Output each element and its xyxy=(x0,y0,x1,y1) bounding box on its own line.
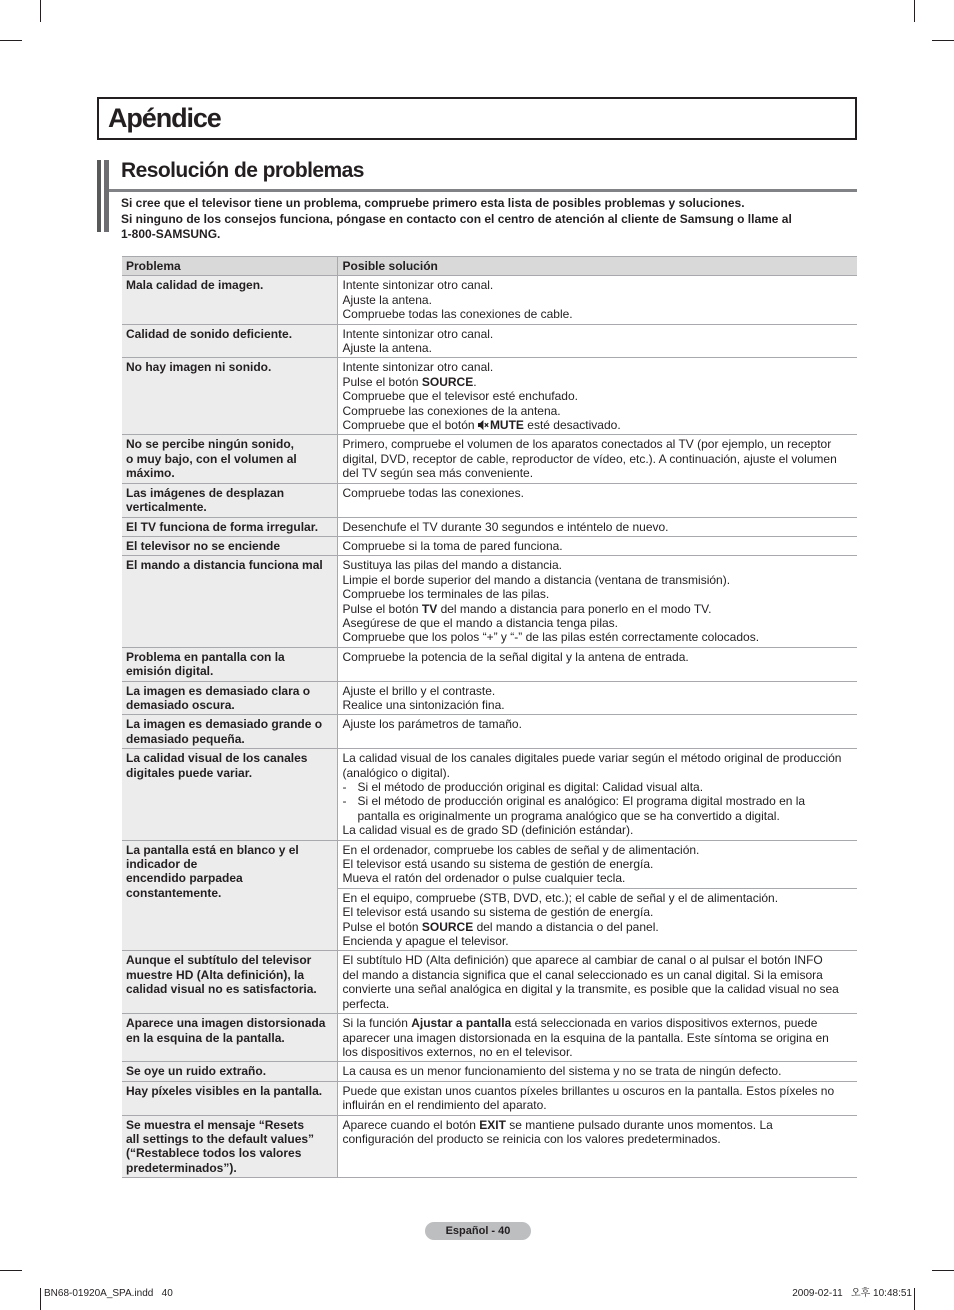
slug-timestamp: 2009-02-11 오후 10:48:51 xyxy=(792,1288,912,1299)
problem-line: La imagen es demasiado clara o xyxy=(126,683,311,698)
solution-line: Sustituya las pilas del mando a distancia. xyxy=(342,558,562,573)
solution-line: En el ordenador, compruebe los cables de señal y de alimentación. xyxy=(342,842,700,857)
solution-line: del TV según sea más conveniente. xyxy=(342,466,534,481)
bold-term: EXIT xyxy=(479,1117,506,1132)
solution-line: influirán en el rendimiento del aparato. xyxy=(342,1098,547,1113)
solution-line: configuración del producto se reinicia con los valores predeterminados. xyxy=(342,1131,721,1146)
table-row xyxy=(122,435,857,483)
problem-line: Se oye un ruido extraño. xyxy=(126,1064,267,1079)
table-row xyxy=(122,536,857,555)
solution-cell xyxy=(337,517,857,536)
problem-line: El TV funciona de forma irregular. xyxy=(126,519,319,534)
problem-line: El televisor no se enciende xyxy=(126,538,281,553)
bold-term: Ajustar a pantalla xyxy=(411,1016,512,1031)
chapter-title-box xyxy=(97,97,857,140)
text-segment: se mantiene pulsado durante unos momentos. La xyxy=(505,1117,773,1132)
solution-cell xyxy=(337,1014,857,1062)
table-row xyxy=(122,324,857,358)
solution-line: La calidad visual es de grado SD (definición estándar). xyxy=(342,823,634,838)
solution-cell xyxy=(337,951,857,1014)
solution-line: Compruebe todas las conexiones de cable. xyxy=(342,307,573,322)
problem-line: La pantalla está en blanco y el xyxy=(126,842,299,857)
problem-cell xyxy=(122,1062,337,1081)
solution-line: En el equipo, compruebe (STB, DVD, etc.); el cable de señal y el de alimentación. xyxy=(342,890,779,905)
table-row xyxy=(122,1062,857,1081)
solution-line: Compruebe que el televisor esté enchufado. xyxy=(342,389,578,404)
bold-term: SOURCE xyxy=(421,919,474,934)
table-row xyxy=(122,647,857,681)
solution-line: Desenchufe el TV durante 30 segundos e inténtelo de nuevo. xyxy=(342,519,669,534)
problem-cell xyxy=(122,1014,337,1062)
intro-line: Si cree que el televisor tiene un problema, compruebe primero esta lista de posibles problemas y soluciones. xyxy=(121,196,745,210)
problem-line: No se percibe ningún sonido, xyxy=(126,437,295,452)
table-header-row xyxy=(122,257,857,276)
table-row xyxy=(122,556,857,647)
solution-line: Limpie el borde superior del mando a distancia (ventana de transmisión). xyxy=(342,572,731,587)
crop-mark-top-right xyxy=(914,0,915,22)
crop-mark-left-bottom xyxy=(0,1270,22,1271)
solution-cell xyxy=(337,556,857,647)
solution-line: Ajuste la antena. xyxy=(342,292,432,307)
solution-cell xyxy=(337,1081,857,1115)
solution-line xyxy=(343,780,854,794)
problem-line: Se muestra el mensaje “Resets xyxy=(126,1117,305,1132)
solution-cell xyxy=(337,1115,857,1178)
problem-line: Hay píxeles visibles en la pantalla. xyxy=(126,1083,323,1098)
problem-line: La calidad visual de los canales xyxy=(126,751,308,766)
problem-line: verticalmente. xyxy=(126,500,207,515)
intro-line: 1-800-SAMSUNG. xyxy=(121,227,221,241)
problem-line: (“Restablece todos los valores xyxy=(126,1146,302,1161)
bold-term: TV xyxy=(421,601,438,616)
problem-cell xyxy=(122,1081,337,1115)
solution-cell xyxy=(337,749,857,840)
text-segment: está seleccionada en varios dispositivos externos, puede xyxy=(511,1016,818,1031)
problem-line: calidad visual no es satisfactoria. xyxy=(126,982,317,997)
table-head xyxy=(122,257,857,276)
problem-cell xyxy=(122,715,337,749)
solution-cell xyxy=(337,647,857,681)
text-segment: del mando a distancia o del panel. xyxy=(473,919,659,934)
solution-line xyxy=(343,920,854,934)
problem-cell xyxy=(122,435,337,483)
problem-line: Calidad de sonido deficiente. xyxy=(126,326,293,341)
solution-line: Realice una sintonización fina. xyxy=(342,697,505,712)
solution-cell xyxy=(337,358,857,435)
solution-line: (analógico o digital). xyxy=(342,765,450,780)
dash-marker: - xyxy=(342,794,347,809)
solution-cell xyxy=(337,324,857,358)
solution-line: Intente sintonizar otro canal. xyxy=(342,278,494,293)
problem-cell xyxy=(122,324,337,358)
problem-line: La imagen es demasiado grande o xyxy=(126,717,323,732)
problem-cell xyxy=(122,483,337,517)
troubleshooting-table xyxy=(122,256,857,1178)
solution-line: Ajuste la antena. xyxy=(342,341,432,356)
problem-line: en la esquina de la pantalla. xyxy=(126,1030,285,1045)
problem-cell xyxy=(122,681,337,715)
text-segment: Pulse el botón xyxy=(342,919,422,934)
problem-cell xyxy=(122,517,337,536)
solution-line: Compruebe si la toma de pared funciona. xyxy=(342,538,563,553)
problem-line: constantemente. xyxy=(126,885,222,900)
solution-line: aparecer una imagen distorsionada en la esquina de la pantalla. Este síntoma se origina en xyxy=(342,1030,829,1045)
solution-line: Compruebe todas las conexiones. xyxy=(342,485,524,500)
problem-line: emisión digital. xyxy=(126,664,214,679)
solution-line: La calidad visual de los canales digitales puede variar según el método original de producción xyxy=(342,751,842,766)
solution-cell xyxy=(337,276,857,324)
section-heading: Resolución de problemas xyxy=(121,159,364,182)
problem-line: muestre HD (Alta definición), la xyxy=(126,967,305,982)
problem-line: máximo. xyxy=(126,466,175,481)
section-intro xyxy=(121,196,792,243)
problem-cell xyxy=(122,647,337,681)
problem-line: predeterminados”). xyxy=(126,1160,237,1175)
solution-line xyxy=(343,375,854,389)
bold-term: MUTE xyxy=(489,418,524,433)
problem-line: El mando a distancia funciona mal xyxy=(126,558,323,573)
problem-cell xyxy=(122,1115,337,1178)
solution-line: Ajuste los parámetros de tamaño. xyxy=(342,717,522,732)
table-row xyxy=(122,1115,857,1178)
solution-line: Mueva el ratón del ordenador o pulse cualquier tecla. xyxy=(342,871,626,886)
table-row xyxy=(122,1014,857,1062)
section-marker-bar xyxy=(104,160,109,232)
text-segment: Compruebe que el botón xyxy=(342,418,478,433)
problem-line: digitales puede variar. xyxy=(126,765,253,780)
text-segment: Pulse el botón xyxy=(342,601,422,616)
problem-cell xyxy=(122,358,337,435)
problem-cell xyxy=(122,556,337,647)
column-header-solution: Posible solución xyxy=(337,257,857,276)
solution-line: Compruebe los terminales de las pilas. xyxy=(342,587,550,602)
crop-mark-left-top xyxy=(0,40,22,41)
problem-line: Las imágenes de desplazan xyxy=(126,485,285,500)
column-header-problem: Problema xyxy=(122,257,337,276)
text-segment: . xyxy=(473,374,477,389)
text-segment: esté desactivado. xyxy=(523,418,621,433)
crop-mark-bottom-left xyxy=(40,1288,41,1310)
solution-line: perfecta. xyxy=(342,996,390,1011)
solution-line: Intente sintonizar otro canal. xyxy=(342,326,494,341)
solution-line: El televisor está usando su sistema de gestión de energía. xyxy=(342,857,654,872)
solution-line: El subtítulo HD (Alta definición) que aparece al cambiar de canal o al pulsar el botón INFO xyxy=(342,953,823,968)
problem-line: demasiado pequeña. xyxy=(126,731,245,746)
solution-line xyxy=(343,602,854,616)
solution-cell xyxy=(337,888,857,951)
table-row xyxy=(122,483,857,517)
table-row xyxy=(122,1081,857,1115)
solution-line xyxy=(343,1016,854,1030)
table-row xyxy=(122,840,857,888)
solution-line: pantalla es originalmente un programa analógico que se ha convertido a digital. xyxy=(357,808,780,823)
solution-line: La causa es un menor funcionamiento del sistema y no se trata de ningún defecto. xyxy=(342,1064,782,1079)
solution-line: El televisor está usando su sistema de gestión de energía. xyxy=(342,905,654,920)
section-marker-bar xyxy=(97,160,101,232)
problem-line: indicador de xyxy=(126,857,198,872)
table-row xyxy=(122,681,857,715)
problem-line: Aparece una imagen distorsionada xyxy=(126,1016,326,1031)
solution-line: Compruebe la potencia de la señal digital y la antena de entrada. xyxy=(342,649,689,664)
solution-line: Primero, compruebe el volumen de los aparatos conectados al TV (por ejemplo, un receptor xyxy=(342,437,832,452)
problem-line: o muy bajo, con el volumen al xyxy=(126,451,297,466)
table-row xyxy=(122,358,857,435)
problem-line: Mala calidad de imagen. xyxy=(126,278,264,293)
solution-line: Compruebe las conexiones de la antena. xyxy=(342,403,561,418)
table-row xyxy=(122,517,857,536)
solution-cell xyxy=(337,536,857,555)
dash-marker: - xyxy=(342,780,347,794)
solution-line: Ajuste el brillo y el contraste. xyxy=(342,683,496,698)
section-heading-rule xyxy=(109,189,857,192)
solution-cell xyxy=(337,840,857,888)
table-body xyxy=(122,276,857,1178)
solution-line: del mando a distancia significa que el canal seleccionado es un canal digital. Si la emisora xyxy=(342,967,823,982)
crop-mark-right-bottom xyxy=(932,1270,954,1271)
solution-line: Puede que existan unos cuantos píxeles brillantes u oscuros en la pantalla. Estos píxeles no xyxy=(342,1083,835,1098)
problem-line: Aunque el subtítulo del televisor xyxy=(126,953,312,968)
table-row xyxy=(122,276,857,324)
table-row xyxy=(122,951,857,1014)
solution-line: los dispositivos externos, no en el televisor. xyxy=(342,1044,573,1059)
solution-line: convierte una señal analógica en digital y la transmite, es posible que la calidad visual no sea xyxy=(342,982,839,997)
table-row xyxy=(122,749,857,840)
solution-line: Intente sintonizar otro canal. xyxy=(342,360,494,375)
solution-line: Compruebe que los polos “+” y “-” de las pilas estén correctamente colocados. xyxy=(342,630,760,645)
text-segment: Si la función xyxy=(342,1016,412,1031)
problem-line: No hay imagen ni sonido. xyxy=(126,360,272,375)
solution-line: Encienda y apague el televisor. xyxy=(342,934,509,949)
problem-line: demasiado oscura. xyxy=(126,697,235,712)
crop-mark-top-left xyxy=(40,0,41,22)
problem-line: all settings to the default values” xyxy=(126,1131,315,1146)
solution-line xyxy=(343,1118,854,1132)
problem-line: encendido parpadea xyxy=(126,871,243,886)
solution-line xyxy=(343,794,854,808)
text-segment: Pulse el botón xyxy=(342,374,422,389)
solution-cell xyxy=(337,483,857,517)
solution-cell xyxy=(337,435,857,483)
solution-cell xyxy=(337,715,857,749)
solution-cell xyxy=(337,681,857,715)
crop-mark-right-top xyxy=(932,40,954,41)
dash-text: Si el método de producción original es analógico: El programa digital mostrado en la xyxy=(357,794,806,809)
solution-cell xyxy=(337,1062,857,1081)
solution-line xyxy=(343,418,854,432)
problem-cell xyxy=(122,276,337,324)
intro-line: Si ninguno de los consejos funciona, póngase en contacto con el centro de atención al cliente de Samsung o llame al xyxy=(121,211,792,226)
chapter-title: Apéndice xyxy=(108,103,221,133)
problem-cell xyxy=(122,840,337,951)
page-number-badge: Español - 40 xyxy=(425,1222,531,1240)
text-segment: del mando a distancia para ponerlo en el modo TV. xyxy=(437,601,712,616)
problem-cell xyxy=(122,536,337,555)
problem-line: Problema en pantalla con la xyxy=(126,649,285,664)
slug-file-name: BN68-01920A_SPA.indd 40 xyxy=(44,1288,173,1299)
solution-line: digital, DVD, receptor de cable, reproductor de vídeo, etc.). A continuación, ajuste el volumen xyxy=(342,451,837,466)
solution-line: Asegúrese de que el mando a distancia tenga pilas. xyxy=(342,615,619,630)
crop-mark-bottom-right xyxy=(914,1288,915,1310)
problem-cell xyxy=(122,951,337,1014)
dash-text: Si el método de producción original es digital: Calidad visual alta. xyxy=(357,780,704,794)
table-row xyxy=(122,715,857,749)
bold-term: SOURCE xyxy=(421,374,474,389)
text-segment: Aparece cuando el botón xyxy=(342,1117,480,1132)
mute-icon xyxy=(478,418,490,432)
problem-cell xyxy=(122,749,337,840)
